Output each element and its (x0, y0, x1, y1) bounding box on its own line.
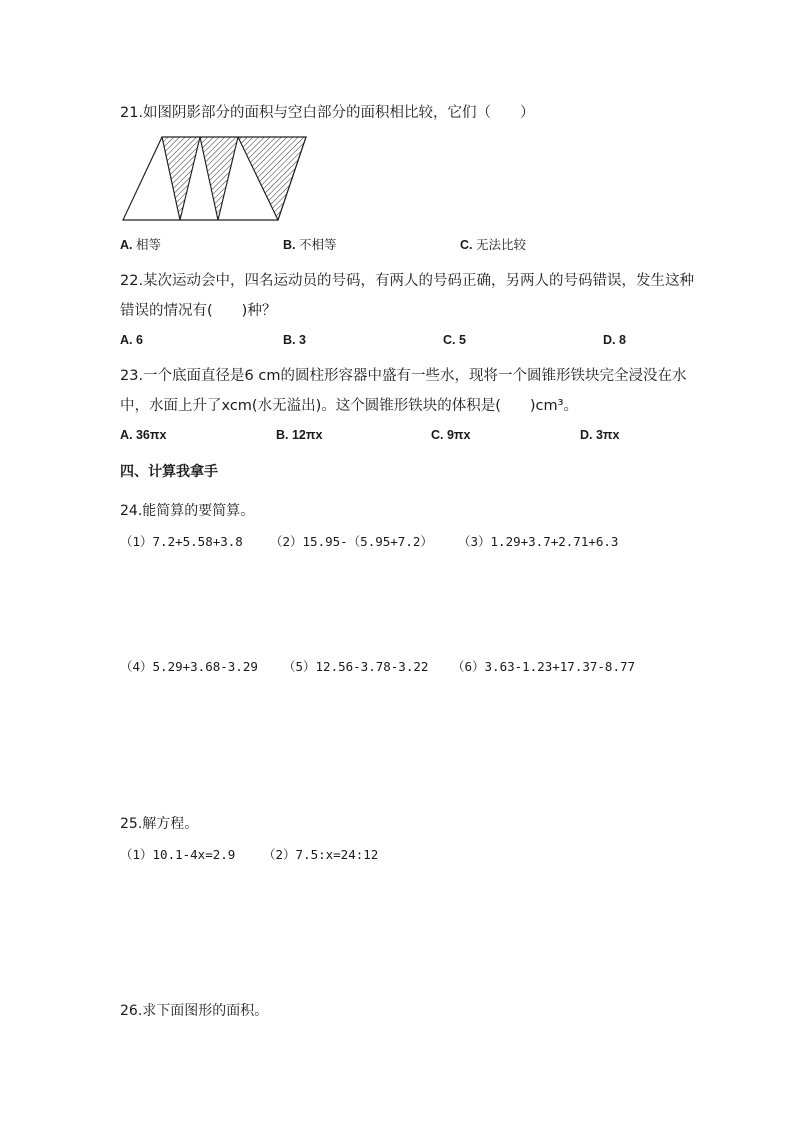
q21-option-c[interactable]: C. 无法比较 (460, 238, 526, 252)
q23-option-a[interactable]: A. 36πx (120, 428, 167, 442)
question-22-line-1: 22.某次运动会中，四名运动员的号码，有两人的号码正确，另两人的号码错误，发生这种 (120, 273, 695, 289)
q21-option-b[interactable]: B. 不相等 (283, 238, 337, 252)
q24-item-2: （2）15.95-（5.95+7.2） (270, 534, 433, 549)
question-22-line-2: 错误的情况有( )种？ (120, 303, 277, 319)
q24-item-5: （5）12.56-3.78-3.22 (283, 659, 429, 674)
parallelogram-figure (120, 134, 310, 224)
q23-option-b[interactable]: B. 12πx (276, 428, 323, 442)
question-25-text: 25.解方程。 (120, 816, 199, 832)
q24-item-3: （3）1.29+3.7+2.71+6.3 (458, 534, 619, 549)
section-4-title: 四、计算我拿手 (120, 464, 218, 480)
q23-option-c[interactable]: C. 9πx (431, 428, 471, 442)
q21-option-a[interactable]: A. 相等 (120, 238, 161, 252)
shaded-triangle-1 (162, 137, 200, 220)
q25-item-2: （2）7.5:x=24:12 (263, 847, 379, 862)
q25-item-1: （1）10.1-4x=2.9 (120, 847, 236, 862)
q24-item-4: （4）5.29+3.68-3.29 (120, 659, 258, 674)
question-23-line-1: 23.一个底面直径是6 cm的圆柱形容器中盛有一些水，现将一个圆锥形铁块完全浸没在水 (120, 368, 687, 384)
q22-option-b[interactable]: B. 3 (283, 333, 306, 347)
q22-option-a[interactable]: A. 6 (120, 333, 143, 347)
q24-item-1: （1）7.2+5.58+3.8 (120, 534, 243, 549)
question-21-text: 21.如图阴影部分的面积与空白部分的面积相比较，它们（ ） (120, 105, 535, 121)
shaded-triangle-2 (200, 137, 238, 220)
q22-option-d[interactable]: D. 8 (603, 333, 626, 347)
question-26-text: 26.求下面图形的面积。 (120, 1003, 269, 1019)
q24-item-6: （6）3.63-1.23+17.37-8.77 (452, 659, 636, 674)
q23-option-d[interactable]: D. 3πx (580, 428, 620, 442)
q22-option-c[interactable]: C. 5 (443, 333, 466, 347)
question-23-line-2: 中，水面上升了xcm(水无溢出)。这个圆锥形铁块的体积是( )cm³。 (120, 398, 578, 414)
question-24-text: 24.能简算的要简算。 (120, 503, 255, 519)
